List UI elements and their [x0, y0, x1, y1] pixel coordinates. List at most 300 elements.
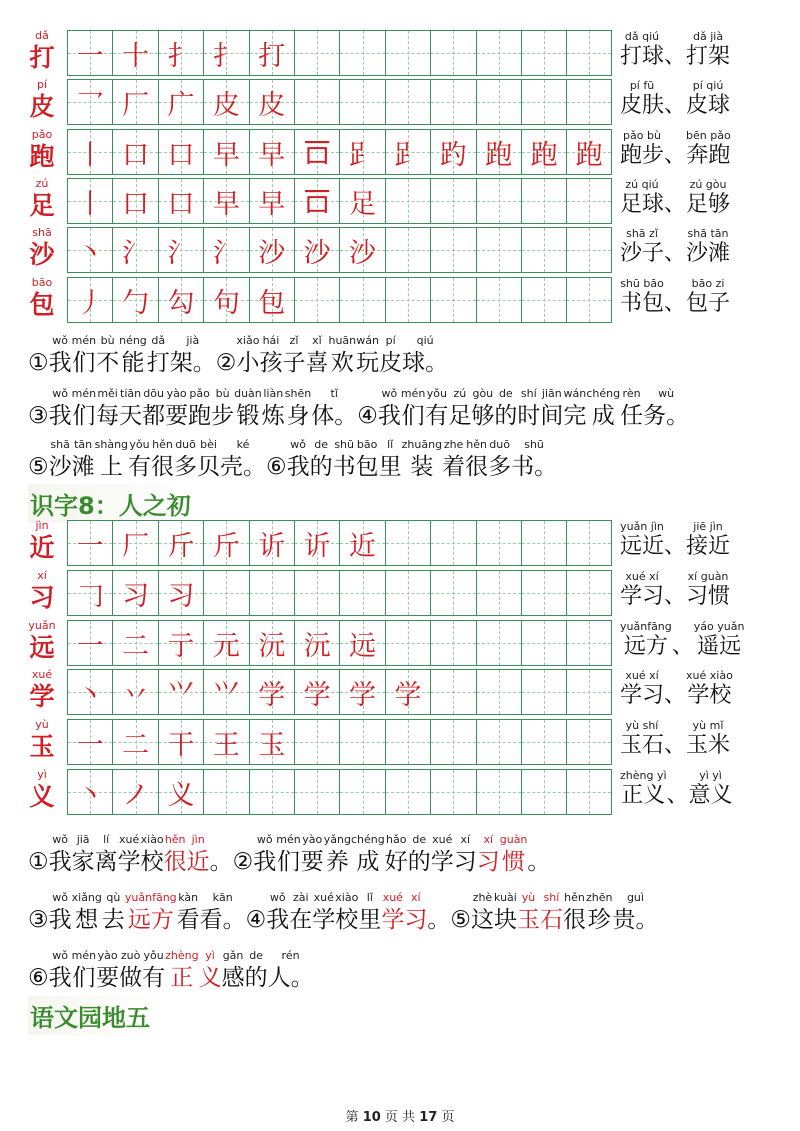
- char-text: 正: [170, 965, 194, 991]
- char-text: 学: [312, 907, 336, 933]
- grid-cell: [113, 179, 158, 223]
- char-pinyin: pí: [385, 334, 396, 347]
- char-text: 欢: [330, 350, 354, 376]
- grid-cell: [431, 770, 476, 814]
- word-separator: 、: [664, 93, 687, 118]
- character-pinyin: bāo: [31, 276, 53, 289]
- sentence-line: [28, 943, 314, 993]
- grid-cell: [522, 228, 567, 272]
- char-pinyin: gǎn: [222, 949, 244, 962]
- target-character: [22, 30, 62, 76]
- footer-mid: 页 共: [384, 1110, 416, 1125]
- char-pinyin: wù: [658, 387, 675, 400]
- char-pinyin: shí: [520, 387, 537, 400]
- character-pinyin: yù: [35, 718, 49, 731]
- vocab-pinyin: shū bāo: [620, 277, 664, 290]
- vocab-text: 足球: [620, 192, 665, 217]
- character-pinyin: xí: [37, 569, 47, 582]
- char-pinyin: ké: [236, 438, 250, 451]
- character-pinyin: zú: [35, 177, 49, 190]
- vocab-pinyin: pí qiú: [692, 79, 724, 92]
- char-text: 包: [355, 454, 379, 480]
- char-text: 去: [101, 907, 125, 933]
- sentence-char: [563, 891, 586, 935]
- word-separator: 、: [664, 192, 687, 217]
- char-pinyin: shàng: [94, 438, 129, 451]
- stroke-step: 亍: [167, 630, 195, 662]
- vocab-text: 学习: [620, 584, 665, 609]
- section-title-lesson8: 识字8：人之初: [28, 484, 197, 523]
- char-pinyin: qù: [106, 891, 121, 904]
- char-text: 沙: [48, 454, 72, 480]
- char-pinyin: zhèng: [165, 949, 199, 962]
- sentence-char: [174, 438, 197, 482]
- stroke-step: 学: [303, 679, 331, 711]
- char-pinyin: xí: [483, 833, 494, 846]
- vocab-pinyin: bāo zi: [691, 277, 725, 290]
- char-text: 书。: [511, 454, 558, 480]
- stroke-step: 口: [122, 139, 150, 171]
- sentence-char: [147, 334, 170, 378]
- grid-cell: [159, 80, 204, 124]
- grid-cell: [477, 179, 522, 223]
- grid-cell: [340, 670, 385, 714]
- sentence-char: [211, 387, 234, 431]
- grid-cell: [477, 621, 522, 665]
- char-text: 滩: [71, 454, 95, 480]
- char-pinyin: liàn: [263, 387, 284, 400]
- target-character: [22, 719, 62, 765]
- sentence-char: [266, 438, 287, 482]
- vocab-text: 书包: [620, 291, 665, 316]
- sentence-char: [289, 891, 312, 935]
- char-pinyin: yǒu: [426, 387, 447, 400]
- grid-cell: [522, 571, 567, 615]
- char-text: 身: [286, 403, 310, 429]
- grid-cell: [522, 720, 567, 764]
- char-text: 有: [142, 965, 166, 991]
- char-text: 。: [209, 849, 233, 875]
- grid-cell: [295, 278, 340, 322]
- target-character: [22, 669, 62, 715]
- vocab-pinyin: yì yì: [699, 769, 722, 782]
- grid-cell: [68, 770, 113, 814]
- char-pinyin: bù: [215, 387, 230, 400]
- grid-cell: [250, 670, 295, 714]
- grid-cell: [522, 31, 567, 75]
- word-separator: 、: [664, 733, 687, 758]
- sentence-char: [72, 334, 96, 378]
- grid-cell: [204, 179, 249, 223]
- stroke-step: 氵: [167, 237, 195, 269]
- grid-cell: [431, 31, 476, 75]
- vocab-word: [686, 79, 730, 125]
- tianzige-grid: [67, 769, 612, 815]
- sentence-char: [72, 438, 95, 482]
- char-pinyin: xué: [313, 891, 334, 904]
- sentence-line: [28, 381, 689, 431]
- grid-cell: [431, 670, 476, 714]
- char-text: ⑥: [28, 965, 49, 991]
- sentence-char: [210, 833, 233, 877]
- char-pinyin: xué: [432, 833, 453, 846]
- grid-cell: [477, 278, 522, 322]
- grid-cell: [567, 571, 611, 615]
- grid-cell: [250, 720, 295, 764]
- vocab-text: 沙子: [620, 241, 665, 266]
- grid-cell: [522, 770, 567, 814]
- stroke-step: ノ: [122, 779, 150, 811]
- vocabulary-words: [620, 669, 798, 715]
- char-pinyin: mén: [276, 833, 301, 846]
- sentence-char: [494, 387, 517, 431]
- grid-cell: [113, 670, 158, 714]
- vocab-pinyin: xué xí: [625, 570, 659, 583]
- sentence-char: [379, 438, 402, 482]
- char-text: 离: [94, 849, 118, 875]
- word-separator: 、: [664, 534, 687, 559]
- grid-cell: [340, 130, 385, 174]
- vocab-text: 习惯: [686, 584, 731, 609]
- sentence-char: [328, 334, 356, 378]
- char-text: 我: [48, 350, 72, 376]
- grid-cell: [204, 278, 249, 322]
- stroke-step: ⺍: [167, 679, 195, 711]
- sentence-char: [177, 891, 200, 935]
- char-text: 的: [407, 849, 431, 875]
- sentence-char: [102, 891, 125, 935]
- sentence-char: [450, 891, 471, 935]
- grid-cell: [522, 521, 567, 565]
- sentence-char: [234, 387, 262, 431]
- sentence-char: [72, 833, 95, 877]
- char-pinyin: wǒ: [52, 833, 68, 846]
- grid-cell: [68, 670, 113, 714]
- character-pinyin: pǎo: [31, 128, 53, 141]
- grid-cell: [477, 670, 522, 714]
- highlighted-word: [404, 891, 427, 935]
- vocab-word: [686, 570, 730, 616]
- char-text: ⑥: [266, 454, 287, 480]
- char-pinyin: wǒ: [269, 891, 286, 904]
- grid-cell: [113, 571, 158, 615]
- char-text: 任: [620, 403, 644, 429]
- sentence-char: [620, 387, 643, 431]
- stroke-step: 斤: [167, 530, 195, 562]
- grid-cell: [204, 571, 249, 615]
- vocab-word: [620, 769, 667, 815]
- grid-cell: [159, 31, 204, 75]
- char-pinyin: lǐ: [366, 891, 373, 904]
- char-pinyin: tiān: [120, 387, 142, 400]
- vocab-text: 皮球: [686, 93, 731, 118]
- stroke-step: 早: [212, 188, 240, 220]
- char-text: 的: [494, 403, 518, 429]
- char-pinyin: yǎng: [323, 833, 351, 846]
- highlighted-word: [125, 891, 177, 935]
- grid-cell: [295, 80, 340, 124]
- grid-cell: [204, 228, 249, 272]
- sentence-char: [527, 833, 550, 877]
- char-text: 小: [236, 350, 260, 376]
- grid-cell: [477, 571, 522, 615]
- vocab-text: 接近: [686, 534, 731, 559]
- sentence-char: [49, 334, 72, 378]
- char-text: 足: [448, 403, 472, 429]
- grid-cell: [250, 228, 295, 272]
- sentence-char: [96, 334, 119, 378]
- word-separator: 、: [664, 291, 687, 316]
- char-text: 很: [465, 454, 489, 480]
- sentence-char: [517, 387, 540, 431]
- char-text: 很: [562, 907, 586, 933]
- highlighted-word: [164, 833, 187, 877]
- character-pinyin: pí: [36, 78, 48, 91]
- sentence-char: [245, 949, 268, 993]
- char-pinyin: gòu: [472, 387, 494, 400]
- char-text: 要: [165, 403, 189, 429]
- character-glyph: 足: [29, 191, 55, 220]
- grid-cell: [250, 31, 295, 75]
- grid-cell: [159, 621, 204, 665]
- grid-cell: [68, 80, 113, 124]
- vocab-word: [620, 669, 664, 715]
- target-character: [22, 570, 62, 616]
- sentence-char: [408, 833, 431, 877]
- vocab-text: 跑步: [620, 143, 665, 168]
- grid-cell: [340, 720, 385, 764]
- vocab-word: [620, 79, 664, 125]
- grid-cell: [567, 130, 611, 174]
- vocab-pinyin: bēn pǎo: [686, 129, 731, 142]
- grid-cell: [295, 720, 340, 764]
- grid-cell: [250, 770, 295, 814]
- sentence-char: [471, 387, 494, 431]
- stroke-step: 口: [122, 188, 150, 220]
- highlighted-word: [199, 949, 222, 993]
- vocab-pinyin: yuǎnfāng: [620, 620, 672, 633]
- grid-cell: [567, 228, 611, 272]
- vocab-pinyin: xué xí: [625, 669, 659, 682]
- char-text: 够: [471, 403, 495, 429]
- sentence-char: [488, 438, 511, 482]
- char-text: ②: [232, 849, 254, 875]
- grid-cell: [522, 80, 567, 124]
- stroke-step: 沅: [303, 630, 331, 662]
- target-character: [22, 769, 62, 815]
- char-text: 锻: [236, 403, 260, 429]
- stroke-step: 丷: [122, 679, 150, 711]
- grid-cell: [567, 521, 611, 565]
- vocab-text: 玉米: [686, 733, 731, 758]
- practice-row: [0, 227, 800, 273]
- char-text: 我: [48, 403, 72, 429]
- stroke-step: 丨: [76, 188, 104, 220]
- vocab-pinyin: zú qiú: [625, 178, 659, 191]
- character-glyph: 沙: [29, 240, 55, 269]
- stroke-step: 丶: [76, 779, 104, 811]
- tianzige-grid: [67, 227, 612, 273]
- grid-cell: [522, 621, 567, 665]
- grid-cell: [567, 621, 611, 665]
- char-pinyin: yì: [205, 949, 215, 962]
- highlighted-word: [517, 891, 540, 935]
- char-text: 义: [198, 965, 222, 991]
- grid-cell: [159, 521, 204, 565]
- char-text: 间: [540, 403, 564, 429]
- char-text: 成: [356, 849, 380, 875]
- character-glyph: 远: [29, 633, 55, 662]
- grid-cell: [567, 770, 611, 814]
- char-text: 惯: [502, 849, 526, 875]
- sentence-char: [49, 833, 72, 877]
- grid-cell: [477, 130, 522, 174]
- char-pinyin: mén: [71, 334, 97, 347]
- char-pinyin: zú: [453, 387, 467, 400]
- word-separator: 、: [664, 584, 687, 609]
- char-pinyin: yào: [166, 387, 187, 400]
- stroke-step: 趵: [439, 139, 467, 171]
- sentence-char: [142, 949, 165, 993]
- sentence-char: [311, 387, 357, 431]
- char-pinyin: hěn: [466, 438, 487, 451]
- grid-cell: [386, 621, 431, 665]
- grid-cell: [295, 521, 340, 565]
- vocab-word: [686, 520, 730, 566]
- character-glyph: 包: [29, 290, 55, 319]
- stroke-step: 足: [349, 188, 377, 220]
- char-pinyin: shū: [524, 438, 544, 451]
- stroke-step: 氵: [122, 237, 150, 269]
- vocab-pinyin: xí guàn: [687, 570, 729, 583]
- char-pinyin: shā: [50, 438, 70, 451]
- sentence-char: [200, 891, 246, 935]
- sentence-char: [301, 833, 324, 877]
- char-pinyin: xiǎo: [236, 334, 260, 347]
- char-text: 里: [358, 907, 382, 933]
- vocabulary-words: [620, 520, 798, 566]
- stroke-step: 句: [212, 287, 240, 319]
- sentence-char: [643, 387, 689, 431]
- char-pinyin: hái: [262, 334, 280, 347]
- stroke-step: 早: [212, 139, 240, 171]
- char-pinyin: bù: [100, 334, 115, 347]
- char-pinyin: de: [249, 949, 263, 962]
- vocabulary-words: [620, 719, 798, 765]
- stroke-step: 学: [394, 679, 422, 711]
- stroke-step: 丿: [76, 287, 104, 319]
- character-glyph: 近: [29, 533, 55, 562]
- stroke-step: 勾: [167, 287, 195, 319]
- grid-cell: [113, 521, 158, 565]
- vocabulary-words: [620, 769, 798, 815]
- vocab-pinyin: yáo yuǎn: [693, 620, 745, 633]
- char-text: 务。: [643, 403, 690, 429]
- grid-cell: [113, 278, 158, 322]
- sentence-char: [233, 833, 254, 877]
- char-pinyin: yǒu: [129, 438, 150, 451]
- sentence-char: [425, 387, 448, 431]
- vocabulary-words: [620, 620, 798, 666]
- grid-cell: [68, 720, 113, 764]
- char-pinyin: pǎo: [189, 387, 210, 400]
- stroke-step: 习: [167, 580, 195, 612]
- vocab-text: 奔跑: [686, 143, 731, 168]
- char-text: 体。: [311, 403, 358, 429]
- sentence-char: [49, 891, 72, 935]
- char-pinyin: wǒ: [52, 891, 68, 904]
- grid-cell: [250, 621, 295, 665]
- char-pinyin: yuǎnfāng: [124, 891, 177, 904]
- sentence-char: [378, 387, 401, 431]
- vocab-word: [689, 769, 733, 815]
- char-pinyin: wǒ: [256, 833, 273, 846]
- target-character: [22, 277, 62, 323]
- vocab-pinyin: shā tān: [687, 227, 729, 240]
- char-pinyin: xiào: [335, 891, 359, 904]
- char-text: 好: [384, 849, 408, 875]
- char-pinyin: wǒ: [381, 387, 398, 400]
- grid-cell: [113, 130, 158, 174]
- grid-cell: [477, 31, 522, 75]
- char-pinyin: tǐ: [330, 387, 338, 400]
- char-pinyin: duō: [489, 438, 510, 451]
- stroke-step: 二: [122, 630, 150, 662]
- vocab-pinyin: xué xiào: [686, 669, 733, 682]
- char-pinyin: tān: [74, 438, 93, 451]
- stroke-step: 𠃌: [76, 580, 104, 612]
- grid-cell: [159, 179, 204, 223]
- char-pinyin: dōu: [143, 387, 164, 400]
- char-text: 学: [430, 849, 454, 875]
- char-text: ④: [245, 907, 267, 933]
- vocab-text: 远近: [620, 534, 665, 559]
- stroke-step: 沙: [349, 237, 377, 269]
- sentence-char: [586, 891, 613, 935]
- vocab-pinyin: yuǎn jìn: [620, 520, 664, 533]
- sentence-char: [236, 334, 259, 378]
- character-pinyin: shā: [32, 226, 52, 239]
- character-pinyin: jìn: [35, 519, 49, 532]
- char-text: 近: [186, 849, 210, 875]
- sentence-line: [28, 827, 550, 877]
- grid-cell: [340, 179, 385, 223]
- char-pinyin: rèn: [622, 387, 641, 400]
- char-pinyin: hěn: [152, 438, 173, 451]
- char-text: 们: [277, 849, 301, 875]
- sentence-char: [358, 891, 381, 935]
- sentence-char: [442, 438, 465, 482]
- grid-cell: [204, 670, 249, 714]
- vocab-word: [620, 620, 672, 666]
- stroke-step: 口: [167, 139, 195, 171]
- char-pinyin: wán: [356, 334, 379, 347]
- stroke-step: 跑: [575, 139, 603, 171]
- stroke-step: 𧾷: [349, 139, 377, 171]
- grid-cell: [113, 720, 158, 764]
- char-pinyin: zhe: [443, 438, 464, 451]
- grid-cell: [386, 278, 431, 322]
- sentence-char: [431, 833, 454, 877]
- grid-cell: [477, 80, 522, 124]
- char-pinyin: de: [498, 387, 513, 400]
- stroke-step: 勹: [122, 287, 150, 319]
- sentence-char: [494, 891, 517, 935]
- grid-cell: [477, 770, 522, 814]
- character-glyph: 玉: [29, 732, 55, 761]
- char-text: 学: [117, 849, 141, 875]
- char-text: 天: [119, 403, 143, 429]
